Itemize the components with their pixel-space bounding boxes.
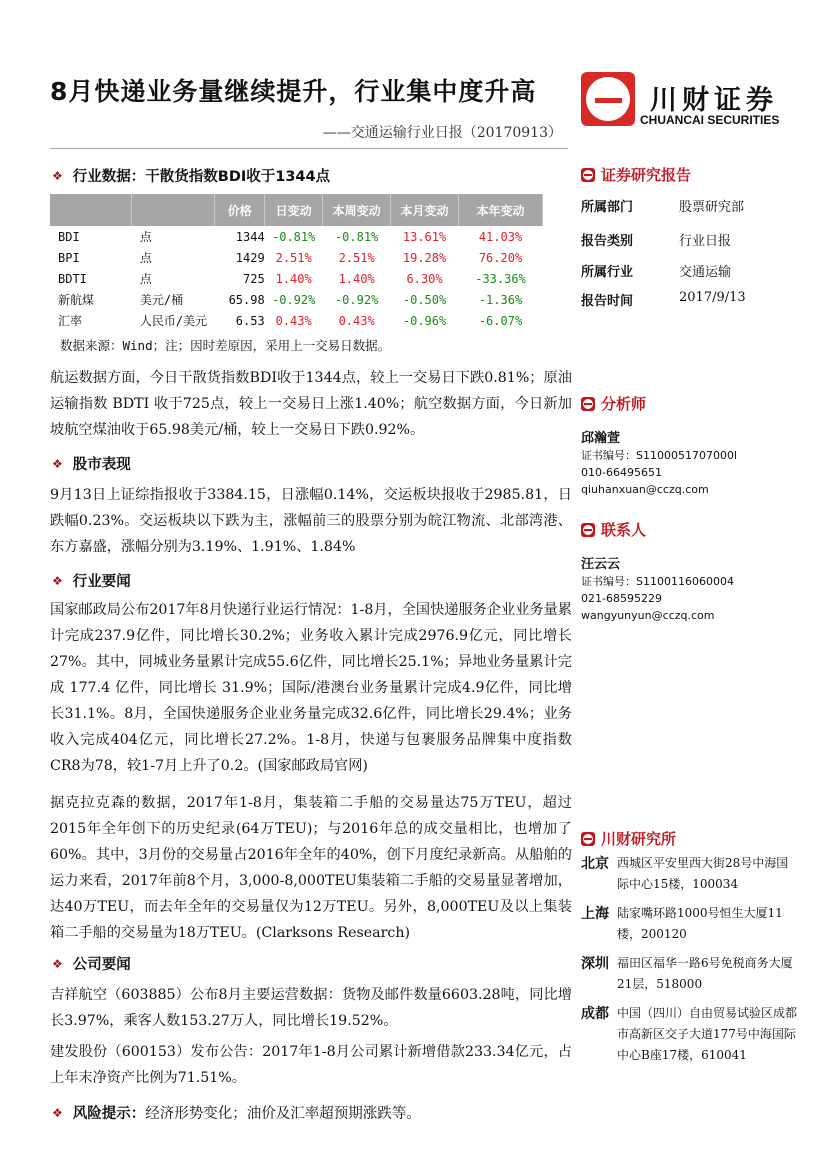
section-industry-data xyxy=(52,165,330,186)
info-row xyxy=(581,261,746,290)
divider xyxy=(50,148,568,149)
info-value: 交通运输 xyxy=(679,265,732,280)
brand-name: 川财证券 xyxy=(650,85,778,116)
heading-text: 分析师 xyxy=(601,395,647,413)
table-cell: 点 xyxy=(139,272,152,286)
table-cell: -1.36% xyxy=(478,292,523,307)
table-cell: -0.96% xyxy=(402,313,447,328)
section-heading: 行业数据：干散货指数BDI收于1344点 xyxy=(72,169,331,185)
info-key: 报告类别 xyxy=(581,234,634,249)
office-address: 陆家嘴环路1000号恒生大厦11楼，200120 xyxy=(617,906,783,941)
risk-label: 风险提示： xyxy=(72,1106,146,1122)
section-company-news xyxy=(52,953,131,974)
diamond-bullet-icon: ❖ xyxy=(52,573,63,588)
info-value: 行业日报 xyxy=(679,234,732,249)
office-city: 成都 xyxy=(581,1006,609,1022)
table-cell: -33.36% xyxy=(475,271,526,286)
table-cell: 1.40% xyxy=(275,271,312,286)
analyst-phone: 010-66495651 xyxy=(581,466,662,479)
table-row xyxy=(50,268,543,289)
brand-mark-icon xyxy=(581,168,595,182)
contact-phone: 021-68595229 xyxy=(581,592,662,605)
heading-text: 联系人 xyxy=(601,521,647,539)
info-key: 所属部门 xyxy=(581,200,634,215)
info-row xyxy=(581,230,746,261)
table-cell: 点 xyxy=(139,230,152,244)
table-cell: 汇率 xyxy=(58,314,83,328)
section-heading: 公司要闻 xyxy=(72,957,131,973)
table-row xyxy=(50,226,543,247)
analyst-cert: 证书编号：S1100051707000l xyxy=(581,449,738,462)
table-cell: 13.61% xyxy=(402,229,447,244)
table-cell: 65.98 xyxy=(228,292,265,307)
analyst-name: 邱瀚萱 xyxy=(581,431,621,446)
industry-data-table xyxy=(50,194,543,331)
diamond-bullet-icon: ❖ xyxy=(52,1105,63,1120)
diamond-bullet-icon: ❖ xyxy=(52,456,63,471)
office-city: 深圳 xyxy=(581,956,609,972)
office-address: 福田区福华一路6号免税商务大厦21层，518000 xyxy=(617,956,793,991)
diamond-bullet-icon: ❖ xyxy=(52,956,63,971)
diamond-bullet-icon: ❖ xyxy=(52,168,63,183)
table-cell: 1429 xyxy=(235,250,265,265)
table-cell: 76.20% xyxy=(478,250,523,265)
table-header-row xyxy=(50,194,543,226)
office-list xyxy=(581,853,797,1066)
office-address: 中国（四川）自由贸易试验区成都市高新区交子大道177号中海国际中心B座17楼，610041 xyxy=(617,1006,798,1062)
contact-cert: 证书编号：S1100116060004 xyxy=(581,575,734,588)
paragraph-news-2: 据克拉克森的数据，2017年1-8月，集装箱二手船的交易量达75万TEU，超过2015年全年创下的历史纪录(64万TEU)；与2016年总的成交量相比，也增加了60%。其中，3月份的交易量占2016年全年的40%，创下月度纪录新高。从船舶的运力来看，2017年前8个月，3,000-8,000TEU集装箱二手船的交易量显著增加，达40万TEU，而去年全年的交易量仅为12万TEU。另外，8,000TEU及以上集装箱二手船的交易量为18万TEU。(Clarksons Research) xyxy=(50,795,572,941)
table-cell: 人民币/美元 xyxy=(139,314,208,328)
office-item xyxy=(581,1003,797,1066)
paragraph-company-2: 建发股份（600153）发布公告：2017年1-8月公司累计新增借款233.34亿元，占上年末净资产比例为71.51%。 xyxy=(50,1044,572,1086)
paragraph-company-1: 吉祥航空（603885）公布8月主要运营数据：货物及邮件数量6603.28吨，同比增长3.97%，乘客人数153.27万人，同比增长19.52%。 xyxy=(50,987,572,1029)
info-value: 股票研究部 xyxy=(679,200,745,215)
section-heading: 股市表现 xyxy=(72,457,131,473)
section-heading: 行业要闻 xyxy=(72,574,131,590)
table-cell: BDI xyxy=(58,229,80,244)
table-cell: -0.81% xyxy=(272,229,316,244)
brand-mark-icon xyxy=(581,523,595,537)
table-cell: -0.92% xyxy=(272,292,316,307)
table-row xyxy=(50,310,543,331)
office-address: 西城区平安里西大街28号中海国际中心15楼，100034 xyxy=(617,856,789,891)
table-cell: 美元/桶 xyxy=(139,293,184,307)
column-header xyxy=(50,194,132,226)
table-row xyxy=(50,247,543,268)
table-cell: -6.07% xyxy=(478,313,523,328)
paragraph-shipping: 航运数据方面，今日干散货指数BDI收于1344点，较上一交易日下跌0.81%；原油运输指数 BDTI 收于725点，较上一交易日上涨1.40%；航空数据方面，今日新加坡航空煤油收于65.98美元/桶，较上一交易日下跌0.92%。 xyxy=(50,370,572,438)
analyst-heading xyxy=(581,393,646,414)
paragraph-news-1: 国家邮政局公布2017年8月快递行业运行情况：1-8月，全国快递服务企业业务量累计完成237.9亿件，同比增长30.2%；业务收入累计完成2976.9亿元，同比增长27%。其中，同城业务量累计完成55.6亿件，同比增长25.1%；异地业务量累计完成 177.4 亿件，同比增长 31.9%；国际/港澳台业务量累计完成4.9亿件，同比增长31.1%。8月，全国快递服务企业业务量完成32.6亿件，同比增长29.4%；业务收入完成404亿元，同比增长27.2%。1-8月，快递与包裹服务品牌集中度指数CR8为78，较1-7月上升了0.2。(国家邮政局官网) xyxy=(50,602,572,774)
office-item xyxy=(581,903,797,945)
brand-mark-icon xyxy=(581,397,595,411)
info-row xyxy=(581,290,746,309)
table-cell: 19.28% xyxy=(402,250,447,265)
contact-heading xyxy=(581,519,646,540)
column-header: 价格 xyxy=(215,194,265,226)
heading-text: 川财研究所 xyxy=(601,830,677,848)
office-item xyxy=(581,953,797,995)
info-key: 所属行业 xyxy=(581,265,634,280)
institute-heading xyxy=(581,828,676,849)
table-body xyxy=(50,226,543,331)
analyst-info xyxy=(581,430,737,498)
table-cell: 6.30% xyxy=(406,271,443,286)
table-cell: 6.53 xyxy=(235,313,265,328)
brand-mark-icon xyxy=(581,832,595,846)
table-row xyxy=(50,289,543,310)
column-header: 本周变动 xyxy=(323,194,391,226)
column-header: 本年变动 xyxy=(459,194,543,226)
column-header xyxy=(132,194,215,226)
table-cell: 1344 xyxy=(235,229,265,244)
office-city: 北京 xyxy=(581,856,609,872)
report-info xyxy=(581,196,746,309)
analyst-email[interactable]: qiuhanxuan@cczq.com xyxy=(581,483,709,496)
section-risk xyxy=(52,1102,421,1123)
table-cell: BDTI xyxy=(58,271,87,286)
paragraph-market: 9月13日上证综指报收于3384.15，日涨幅0.14%，交运板块报收于2985.81，日跌幅0.23%。交运板块以下跌为主，涨幅前三的股票分别为皖江物流、北部湾港、东方嘉盛，涨幅分别为3.19%、1.91%、1.84% xyxy=(50,487,572,555)
company-logo-icon xyxy=(581,72,635,126)
info-value: 2017/9/13 xyxy=(679,290,746,305)
heading-text: 证券研究报告 xyxy=(601,166,692,184)
table-cell: 725 xyxy=(243,271,265,286)
table-cell: 0.43% xyxy=(338,313,375,328)
table-cell: 2.51% xyxy=(275,250,312,265)
brand-name-en: CHUANCAI SECURITIES xyxy=(640,113,780,127)
page-title: 8月快递业务量继续提升，行业集中度升高 xyxy=(50,77,537,106)
section-industry-news xyxy=(52,570,131,591)
table-cell: -0.81% xyxy=(334,229,379,244)
section-stock-market xyxy=(52,453,131,474)
table-cell: 2.51% xyxy=(338,250,375,265)
contact-name: 汪云云 xyxy=(581,557,621,572)
office-city: 上海 xyxy=(581,906,609,922)
info-row xyxy=(581,196,746,230)
table-cell: 1.40% xyxy=(338,271,375,286)
table-cell: 新航煤 xyxy=(58,293,95,307)
table-cell: 点 xyxy=(139,251,152,265)
contact-email[interactable]: wangyunyun@cczq.com xyxy=(581,609,715,622)
info-key: 报告时间 xyxy=(581,294,634,309)
table-cell: -0.50% xyxy=(402,292,447,307)
table-source: 数据来源：Wind；注；因时差原因，采用上一交易日数据。 xyxy=(60,338,391,353)
office-item xyxy=(581,853,797,895)
column-header: 本月变动 xyxy=(391,194,459,226)
risk-text: 经济形势变化；油价及汇率超预期涨跌等。 xyxy=(145,1106,421,1122)
table-cell: BPI xyxy=(58,250,80,265)
column-header: 日变动 xyxy=(265,194,323,226)
contact-info xyxy=(581,556,734,624)
report-heading xyxy=(581,164,691,185)
table-cell: 0.43% xyxy=(275,313,312,328)
table-cell: -0.92% xyxy=(334,292,379,307)
report-subtitle: ——交通运输行业日报（20170913） xyxy=(322,125,562,141)
table-cell: 41.03% xyxy=(478,229,523,244)
